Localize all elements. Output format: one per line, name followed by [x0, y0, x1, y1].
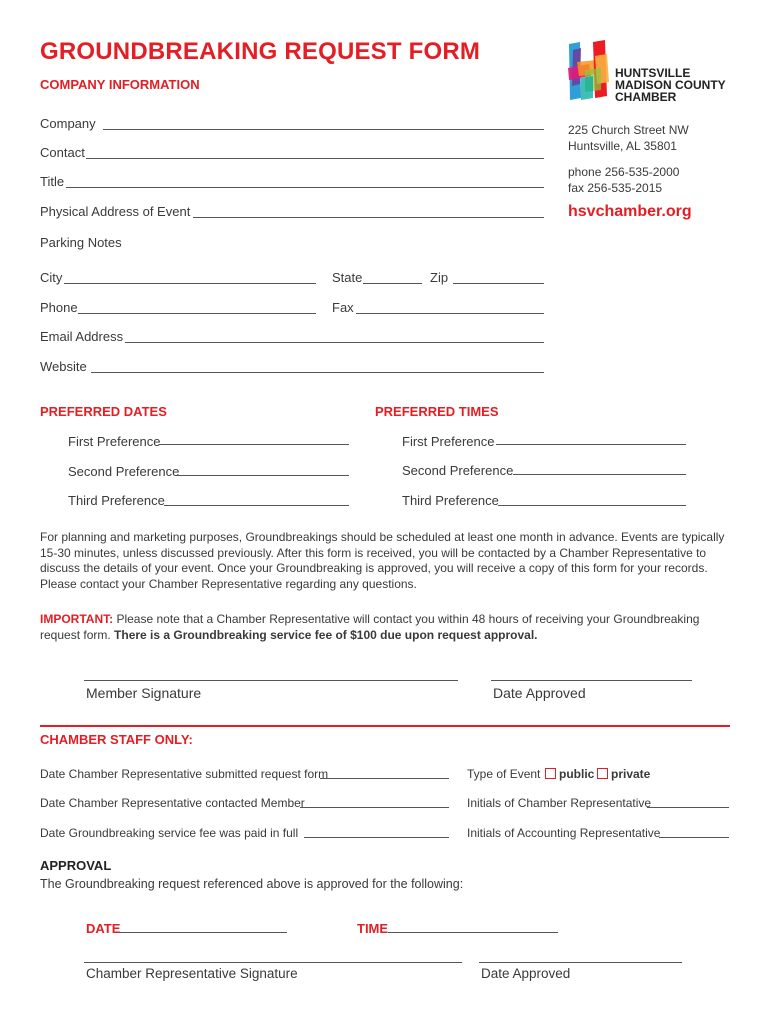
submitted-label: Date Chamber Representative submitted request form: [40, 767, 329, 781]
public-option[interactable]: [545, 767, 594, 781]
chamber-address: [568, 122, 689, 196]
section-divider: [40, 725, 730, 727]
time-third-field[interactable]: [498, 505, 686, 506]
public-checkbox[interactable]: [545, 768, 556, 779]
preferred-dates-heading: PREFERRED DATES: [40, 404, 167, 419]
staff-only-heading: CHAMBER STAFF ONLY:: [40, 732, 193, 747]
preferred-times-heading: PREFERRED TIMES: [375, 404, 499, 419]
rep-signature-label: Chamber Representative Signature: [86, 966, 298, 981]
phone-label: Phone: [40, 300, 78, 315]
time-third-label: Third Preference: [402, 493, 499, 508]
important-label: IMPORTANT:: [40, 612, 114, 626]
title-field[interactable]: [66, 187, 544, 188]
date-third-label: Third Preference: [68, 493, 165, 508]
contacted-field[interactable]: [300, 807, 449, 808]
chamber-website-link[interactable]: hsvchamber.org: [568, 203, 692, 220]
address-street: 225 Church Street NW: [568, 123, 689, 137]
parking-notes-label: Parking Notes: [40, 235, 122, 250]
time-first-label: First Preference: [402, 434, 495, 449]
event-address-field[interactable]: [193, 217, 544, 218]
city-label: City: [40, 270, 63, 285]
time-second-field[interactable]: [513, 474, 686, 475]
date-second-field[interactable]: [177, 475, 349, 476]
private-label: private: [611, 767, 651, 781]
initials-rep-label: Initials of Chamber Representative: [467, 796, 652, 810]
member-signature-label: Member Signature: [86, 685, 202, 701]
logo-line-2: MADISON COUNTY: [615, 78, 726, 92]
time-second-label: Second Preference: [402, 463, 514, 478]
fee-paid-label: Date Groundbreaking service fee was paid in full: [40, 826, 299, 840]
zip-label: Zip: [430, 270, 449, 285]
contacted-label: Date Chamber Representative contacted Member: [40, 796, 305, 810]
website-label: Website: [40, 359, 87, 374]
company-info-heading: COMPANY INFORMATION: [40, 77, 200, 92]
address-fax: fax 256-535-2015: [568, 181, 663, 195]
approval-time-label: TIME: [357, 921, 389, 936]
approval-heading: APPROVAL: [40, 858, 112, 873]
chamber-logo-icon: [567, 40, 615, 102]
important-text: Please note that a Chamber Representative will contact you within 48 hours of receiving your Groundbreaking request form.: [40, 612, 700, 642]
approval-date-field[interactable]: [119, 932, 287, 933]
phone-field[interactable]: [78, 313, 316, 314]
initials-acct-field[interactable]: [659, 837, 729, 838]
approval-date-label: DATE: [86, 921, 121, 936]
important-notice: [40, 612, 740, 643]
logo-line-1: HUNTSVILLE: [615, 66, 691, 80]
final-date-field[interactable]: [479, 962, 682, 963]
logo-line-3: CHAMBER: [615, 90, 677, 104]
submitted-field[interactable]: [320, 778, 449, 779]
address-city: Huntsville, AL 35801: [568, 139, 677, 153]
planning-info-paragraph: For planning and marketing purposes, Groundbreakings should be scheduled at least one month in advance. Events are typically 15-30 minutes, unless discussed previously. After this form is received, you will be contacted by a Chamber Representative to discuss the details of your event. Once your Groundbreaking is approved, you will receive a copy of this form for your records. Please contact your Chamber Representative regarding any questions.: [40, 530, 725, 591]
website-field[interactable]: [91, 372, 544, 373]
fax-field[interactable]: [356, 313, 544, 314]
address-phone: phone 256-535-2000: [568, 165, 680, 179]
company-field[interactable]: [103, 129, 544, 130]
approval-text: The Groundbreaking request referenced above is approved for the following:: [40, 877, 464, 891]
zip-field[interactable]: [453, 283, 544, 284]
member-signature-field[interactable]: [84, 680, 458, 681]
member-date-field[interactable]: [491, 680, 692, 681]
time-first-field[interactable]: [496, 444, 686, 445]
contact-label: Contact: [40, 145, 85, 160]
date-first-field[interactable]: [159, 444, 349, 445]
private-option[interactable]: [597, 767, 650, 781]
fee-paid-field[interactable]: [304, 837, 449, 838]
type-of-event-label: Type of Event: [467, 767, 541, 781]
private-checkbox[interactable]: [597, 768, 608, 779]
initials-rep-field[interactable]: [647, 807, 729, 808]
form-title: GROUNDBREAKING REQUEST FORM: [40, 38, 481, 65]
state-label: State: [332, 270, 363, 285]
final-date-label: Date Approved: [481, 966, 571, 981]
event-address-label: Physical Address of Event: [40, 204, 191, 219]
chamber-logo-text: [615, 67, 726, 103]
contact-field[interactable]: [86, 158, 544, 159]
fax-label: Fax: [332, 300, 354, 315]
date-third-field[interactable]: [164, 505, 349, 506]
city-field[interactable]: [64, 283, 316, 284]
date-first-label: First Preference: [68, 434, 161, 449]
initials-acct-label: Initials of Accounting Representative: [467, 826, 661, 840]
company-label: Company: [40, 116, 96, 131]
email-field[interactable]: [125, 342, 544, 343]
member-date-label: Date Approved: [493, 685, 586, 701]
state-field[interactable]: [363, 283, 422, 284]
public-label: public: [559, 767, 595, 781]
date-second-label: Second Preference: [68, 464, 180, 479]
email-label: Email Address: [40, 329, 124, 344]
rep-signature-field[interactable]: [84, 962, 462, 963]
important-fee-text: There is a Groundbreaking service fee of $100 due upon request approval.: [114, 627, 538, 642]
title-label: Title: [40, 174, 65, 189]
approval-time-field[interactable]: [388, 932, 558, 933]
